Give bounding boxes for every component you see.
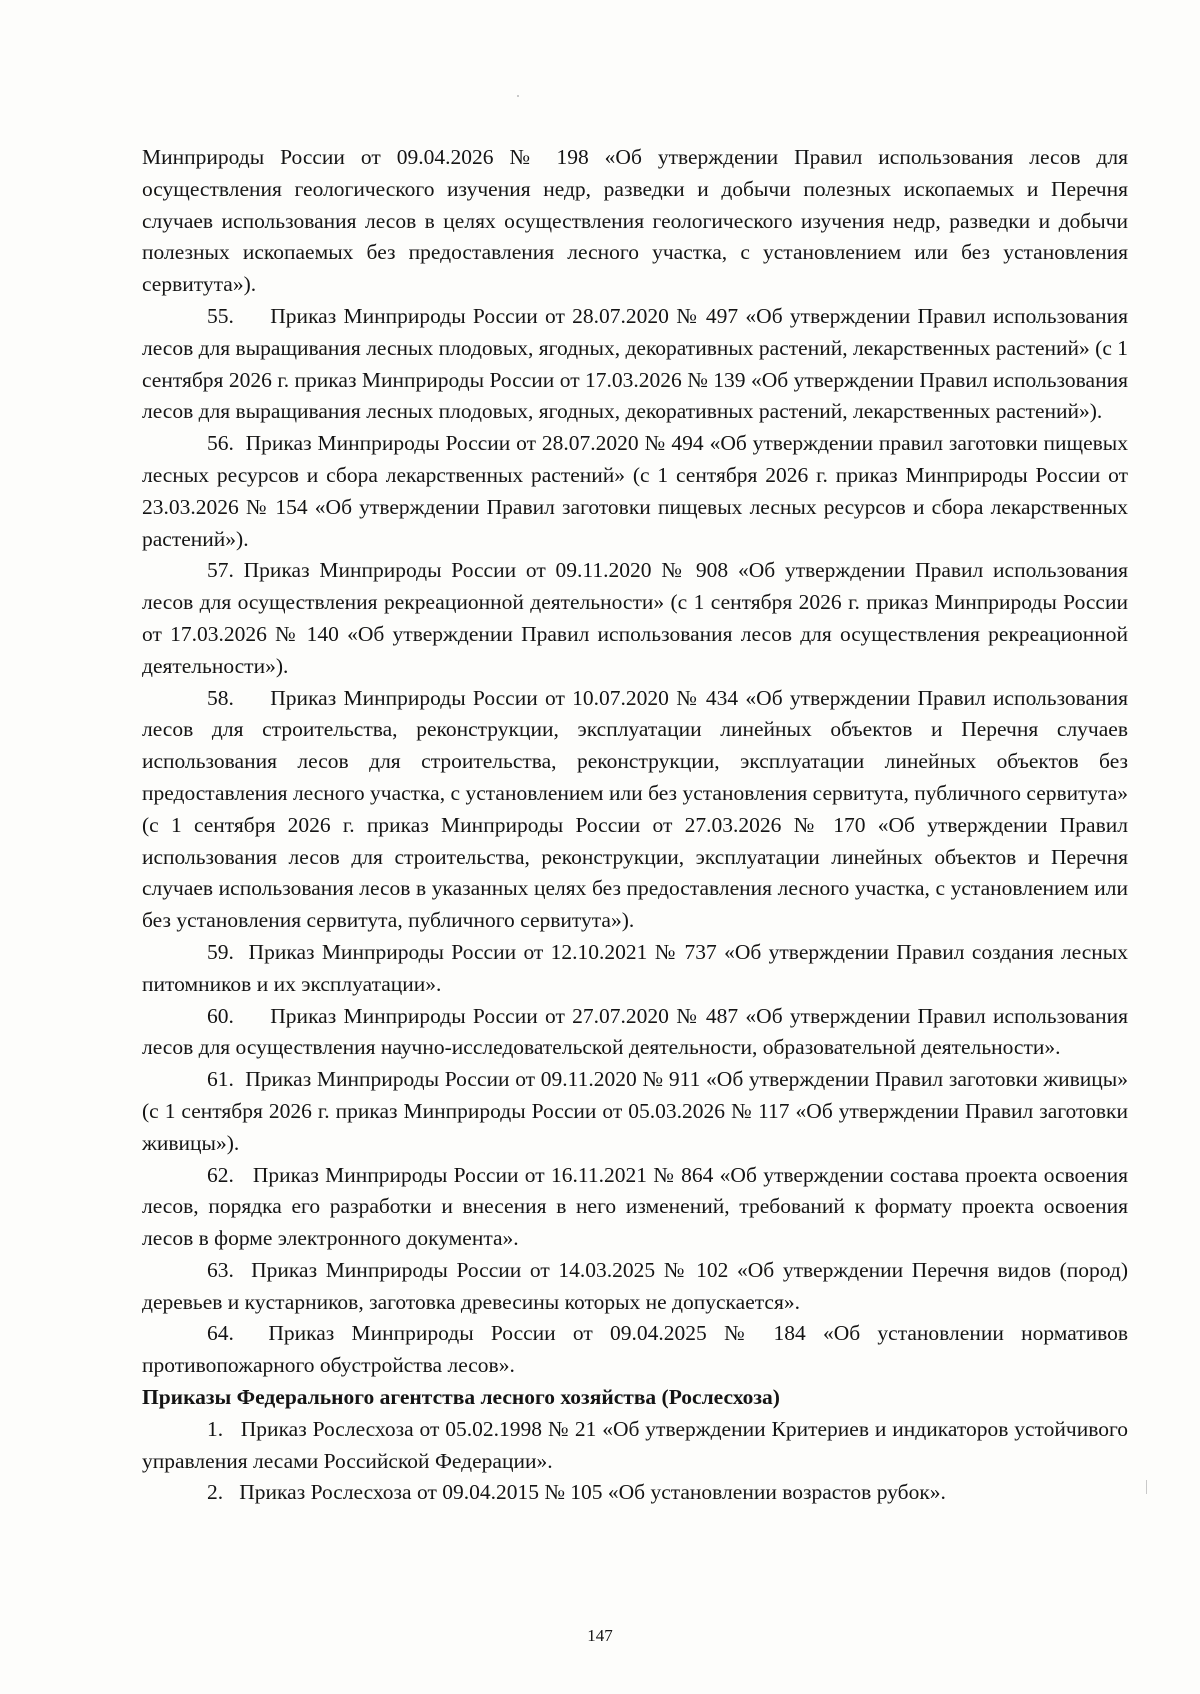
item-number: 63. [207,1257,234,1282]
list-item-64 [142,1318,1128,1382]
item-text: Приказ Минприроды России от 28.07.2020 № 494 «Об утверждении правил заготовки пищевых лесных ресурсов и сбора лекарственных растений» (с 1 сентября 2026 г. приказ Минприроды России от 23.03.2026 № 154 «Об утверждении Правил заготовки пищевых лесных ресурсов и сбора лекарственных растений»). [142,431,1129,551]
item-number: 2. [207,1480,224,1505]
document-body [142,142,1128,1509]
page-number: 147 [587,1626,613,1645]
item-number: 58. [207,685,234,710]
scan-artifact [1146,1480,1147,1494]
item-number: 57. [207,558,234,583]
item-text: Приказ Минприроды России от 10.07.2020 № 434 «Об утверждении Правил использования лесов для строительства, реконструкции, эксплуатации линейных объектов и Перечня случаев использования лесов для строительства, реконструкции, эксплуатации линейных объектов без предоставления лесного участка, с установлением или без установления сервитута, публичного сервитута» (с 1 сентября 2026 г. приказ Минприроды России от 27.03.2026 № 170 «Об утверждении Правил использования лесов для строительства, реконструкции, эксплуатации линейных объектов и Перечня случаев использования лесов в указанных целях без предоставления лесного участка, с установлением или без установления сервитута, публичного сервитута»). [142,685,1128,933]
item-text: Приказ Минприроды России от 09.11.2020 № 911 «Об утверждении Правил заготовки живицы» (с 1 сентября 2026 г. приказ Минприроды России от 05.03.2026 № 117 «Об утверждении Правил заготовки живицы»). [142,1067,1128,1155]
item-number: 1. [207,1416,224,1441]
item-number: 59. [207,939,234,964]
list-item-56 [142,428,1128,555]
item-text: Приказ Минприроды России от 12.10.2021 № 737 «Об утверждении Правил создания лесных питомников и их эксплуатации». [142,939,1129,996]
list-item-62 [142,1160,1128,1255]
item-text: Приказ Минприроды России от 09.11.2020 № 908 «Об утверждении Правил использования лесов для осуществления рекреационной деятельности» (с 1 сентября 2026 г. приказ Минприроды России от 17.03.2026 № 140 «Об утверждении Правил использования лесов для осуществления рекреационной деятельности»). [142,558,1129,678]
item-number: 62. [207,1162,234,1187]
list-item-55 [142,301,1128,428]
list-item-58 [142,683,1128,937]
list-item-61 [142,1064,1128,1159]
item-text: Приказ Минприроды России от 27.07.2020 № 487 «Об утверждении Правил использования лесов для осуществления научно-исследовательской деятельности, образовательной деятельности». [142,1003,1128,1060]
scan-artifact [517,95,519,97]
list-item-63 [142,1255,1128,1319]
item-text: Приказ Рослесхоза от 09.04.2015 № 105 «Об установлении возрастов рубок». [239,1480,946,1505]
list-item-59 [142,937,1128,1001]
item-text: Приказ Минприроды России от 16.11.2021 № 864 «Об утверждении состава проекта освоения лесов, порядка его разработки и внесения в него изменений, требований к формату проекта освоения лесов в форме электронного документа». [142,1162,1128,1251]
item-number: 60. [207,1003,234,1028]
list-item-57 [142,555,1128,682]
list-item-rosleshoz-2 [142,1477,1128,1509]
item-number: 56. [207,431,234,456]
continuation-paragraph: Минприроды России от 09.04.2026 № 198 «Об утверждении Правил использования лесов для осуществления геологического изучения недр, разведки и добычи полезных ископаемых и Перечня случаев использования лесов в целях осуществления геологического изучения недр, разведки и добычи полезных ископаемых без предоставления лесного участка, с установлением или без установления сервитута»). [142,145,1128,297]
item-number: 64. [207,1321,234,1346]
list-item-60 [142,1001,1128,1065]
item-text: Приказ Минприроды России от 09.04.2025 № 184 «Об установлении нормативов противопожарного обустройства лесов». [142,1321,1128,1378]
item-text: Приказ Минприроды России от 14.03.2025 № 102 «Об утверждении Перечня видов (пород) деревьев и кустарников, заготовка древесины которых не допускается». [142,1257,1128,1314]
item-number: 61. [207,1067,234,1092]
section-heading: Приказы Федерального агентства лесного хозяйства (Рослесхоза) [142,1385,780,1410]
list-item-rosleshoz-1 [142,1414,1128,1478]
item-text: Приказ Рослесхоза от 05.02.1998 № 21 «Об утверждении Критериев и индикаторов устойчивого управления лесами Российской Федерации». [142,1416,1128,1473]
item-text: Приказ Минприроды России от 28.07.2020 № 497 «Об утверждении Правил использования лесов для выращивания лесных плодовых, ягодных, декоративных растений, лекарственных растений» (с 1 сентября 2026 г. приказ Минприроды России от 17.03.2026 № 139 «Об утверждении Правил использования лесов для выращивания лесных плодовых, ягодных, декоративных растений, лекарственных растений»). [142,303,1128,424]
item-number: 55. [207,303,234,328]
